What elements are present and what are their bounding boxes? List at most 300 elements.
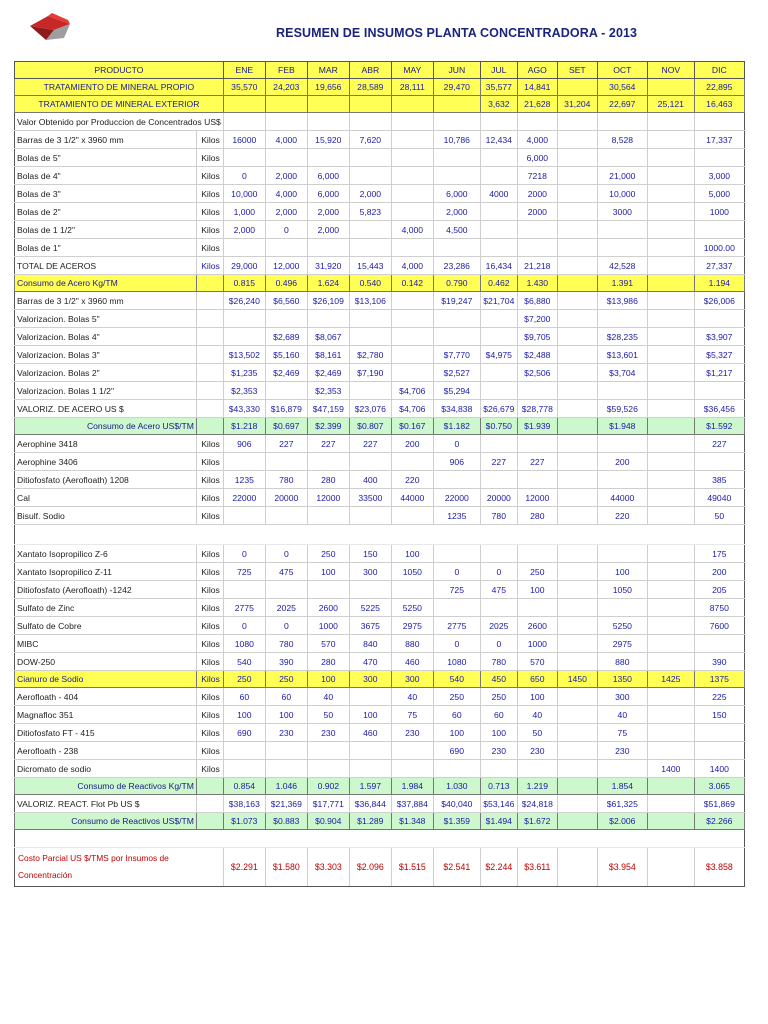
row-unit: Kilos	[196, 563, 223, 581]
value-cell: 12,434	[480, 131, 517, 149]
value-cell: 570	[517, 653, 557, 671]
value-cell: $3.303	[307, 848, 349, 887]
row-label: Bolas de 1"	[15, 239, 197, 257]
value-cell: 1350	[597, 671, 647, 688]
row-label: Barras de 3 1/2" x 3960 mm	[15, 292, 197, 310]
row-unit: Kilos	[196, 545, 223, 563]
row-label: Aerophine 3406	[15, 453, 197, 471]
value-cell: 200	[597, 453, 647, 471]
value-cell	[265, 760, 307, 778]
value-cell: 15,443	[349, 257, 391, 275]
row-unit	[196, 795, 223, 813]
value-cell: 250	[517, 563, 557, 581]
value-cell: $1.592	[694, 418, 744, 435]
value-cell: 1425	[647, 671, 694, 688]
value-cell: 1400	[647, 760, 694, 778]
value-cell	[349, 382, 391, 400]
value-cell: 280	[307, 471, 349, 489]
value-cell	[647, 795, 694, 813]
value-cell: 16000	[223, 131, 265, 149]
value-cell: 227	[480, 453, 517, 471]
table-row	[15, 292, 745, 310]
value-cell	[307, 760, 349, 778]
value-cell: $5,294	[433, 382, 480, 400]
value-cell: $1.580	[265, 848, 307, 887]
value-cell	[647, 292, 694, 310]
value-cell: $51,869	[694, 795, 744, 813]
value-cell: $38,163	[223, 795, 265, 813]
value-cell: 280	[517, 507, 557, 525]
value-cell	[349, 453, 391, 471]
table-row	[15, 471, 745, 489]
value-cell: $1,235	[223, 364, 265, 382]
value-cell: 28,111	[391, 79, 433, 96]
table-row	[15, 671, 745, 688]
value-cell	[557, 778, 597, 795]
value-cell	[694, 742, 744, 760]
value-cell: 840	[349, 635, 391, 653]
value-cell	[391, 581, 433, 599]
value-cell	[597, 221, 647, 239]
value-cell: 230	[391, 724, 433, 742]
value-cell	[307, 830, 349, 848]
value-cell	[223, 760, 265, 778]
value-cell	[433, 328, 480, 346]
header-month: ENE	[223, 62, 265, 79]
value-cell: $59,526	[597, 400, 647, 418]
value-cell	[647, 221, 694, 239]
value-cell	[517, 545, 557, 563]
value-cell	[694, 113, 744, 131]
value-cell	[597, 760, 647, 778]
row-unit	[196, 400, 223, 418]
value-cell	[391, 113, 433, 131]
value-cell: 35,570	[223, 79, 265, 96]
row-unit: Kilos	[196, 489, 223, 507]
value-cell	[647, 635, 694, 653]
header-month: SET	[557, 62, 597, 79]
value-cell: $13,106	[349, 292, 391, 310]
value-cell: 1000	[517, 635, 557, 653]
value-cell	[557, 813, 597, 830]
value-cell	[349, 221, 391, 239]
value-cell	[480, 760, 517, 778]
value-cell	[307, 453, 349, 471]
value-cell	[557, 471, 597, 489]
value-cell	[265, 742, 307, 760]
value-cell	[433, 471, 480, 489]
table-row	[15, 257, 745, 275]
value-cell: $2.541	[433, 848, 480, 887]
value-cell	[223, 453, 265, 471]
row-label: TRATAMIENTO DE MINERAL PROPIO	[15, 79, 224, 96]
value-cell: 2600	[307, 599, 349, 617]
value-cell	[647, 599, 694, 617]
value-cell: $4,706	[391, 400, 433, 418]
value-cell: 280	[307, 653, 349, 671]
value-cell: 0	[433, 563, 480, 581]
value-cell: 12,000	[265, 257, 307, 275]
row-label: Costo Parcial US $/TMS por Insumos de Concentración	[15, 848, 224, 887]
value-cell: 5225	[349, 599, 391, 617]
value-cell: 4,000	[265, 131, 307, 149]
value-cell: $8,161	[307, 346, 349, 364]
row-unit: Kilos	[196, 185, 223, 203]
value-cell	[391, 507, 433, 525]
value-cell: 5,000	[694, 185, 744, 203]
table-row	[15, 760, 745, 778]
value-cell	[647, 848, 694, 887]
value-cell	[557, 382, 597, 400]
row-label: Cianuro de Sodio	[15, 671, 197, 688]
table-row	[15, 79, 745, 96]
value-cell: 200	[391, 435, 433, 453]
row-unit: Kilos	[196, 131, 223, 149]
value-cell: 1.624	[307, 275, 349, 292]
value-cell: 2,000	[265, 203, 307, 221]
value-cell	[349, 167, 391, 185]
row-label: Ditiofosfato (Aerofloath) 1208	[15, 471, 197, 489]
value-cell	[557, 635, 597, 653]
value-cell: 22,697	[597, 96, 647, 113]
value-cell	[349, 507, 391, 525]
value-cell: 227	[517, 453, 557, 471]
value-cell: $2,506	[517, 364, 557, 382]
value-cell	[557, 346, 597, 364]
table-row	[15, 563, 745, 581]
row-unit	[196, 292, 223, 310]
value-cell: 250	[223, 671, 265, 688]
row-unit	[196, 778, 223, 795]
table-row	[15, 688, 745, 706]
row-label: Valorizacion. Bolas 3"	[15, 346, 197, 364]
value-cell: $4,975	[480, 346, 517, 364]
value-cell	[557, 275, 597, 292]
value-cell: $13,986	[597, 292, 647, 310]
value-cell	[557, 653, 597, 671]
value-cell	[517, 435, 557, 453]
value-cell: $0.904	[307, 813, 349, 830]
value-cell	[597, 525, 647, 545]
value-cell: $3,907	[694, 328, 744, 346]
value-cell: $2.096	[349, 848, 391, 887]
value-cell: 0	[433, 435, 480, 453]
value-cell: 300	[597, 688, 647, 706]
row-unit	[196, 328, 223, 346]
value-cell: 230	[480, 742, 517, 760]
value-cell	[557, 221, 597, 239]
value-cell: $2,353	[223, 382, 265, 400]
value-cell: 1050	[391, 563, 433, 581]
value-cell: 4,500	[433, 221, 480, 239]
value-cell: 175	[694, 545, 744, 563]
value-cell	[557, 239, 597, 257]
value-cell	[480, 525, 517, 545]
value-cell: 2000	[517, 185, 557, 203]
value-cell	[223, 113, 265, 131]
value-cell: $24,818	[517, 795, 557, 813]
row-label: VALORIZ. DE ACERO US $	[15, 400, 197, 418]
value-cell: $2.266	[694, 813, 744, 830]
value-cell	[391, 830, 433, 848]
value-cell	[557, 131, 597, 149]
value-cell	[391, 185, 433, 203]
value-cell	[557, 688, 597, 706]
value-cell: 50	[694, 507, 744, 525]
value-cell: 50	[517, 724, 557, 742]
value-cell: 475	[265, 563, 307, 581]
value-cell	[597, 239, 647, 257]
value-cell	[391, 328, 433, 346]
row-unit	[196, 813, 223, 830]
value-cell: 20000	[480, 489, 517, 507]
value-cell	[647, 382, 694, 400]
value-cell: 2775	[223, 599, 265, 617]
value-cell: 33500	[349, 489, 391, 507]
value-cell: 6,000	[307, 167, 349, 185]
value-cell: 60	[480, 706, 517, 724]
value-cell	[480, 471, 517, 489]
row-label: VALORIZ. REACT. Flot Pb US $	[15, 795, 197, 813]
value-cell	[433, 239, 480, 257]
value-cell: 100	[307, 563, 349, 581]
value-cell	[647, 113, 694, 131]
value-cell: $0.883	[265, 813, 307, 830]
value-cell: 225	[694, 688, 744, 706]
value-cell	[349, 239, 391, 257]
row-unit: Kilos	[196, 671, 223, 688]
value-cell	[223, 830, 265, 848]
value-cell: $0.750	[480, 418, 517, 435]
value-cell: $6,880	[517, 292, 557, 310]
table-row	[15, 418, 745, 435]
value-cell: 906	[433, 453, 480, 471]
value-cell	[647, 418, 694, 435]
value-cell: $7,770	[433, 346, 480, 364]
value-cell: 8,528	[597, 131, 647, 149]
value-cell	[517, 239, 557, 257]
value-cell: 0	[265, 545, 307, 563]
value-cell: $61,325	[597, 795, 647, 813]
value-cell: $16,879	[265, 400, 307, 418]
table-row	[15, 149, 745, 167]
value-cell: 7,620	[349, 131, 391, 149]
value-cell: $2,469	[307, 364, 349, 382]
value-cell	[480, 203, 517, 221]
row-unit: Kilos	[196, 599, 223, 617]
value-cell	[647, 471, 694, 489]
value-cell: $34,838	[433, 400, 480, 418]
value-cell	[597, 382, 647, 400]
value-cell: $3.611	[517, 848, 557, 887]
value-cell	[391, 346, 433, 364]
value-cell	[647, 203, 694, 221]
value-cell: $2.244	[480, 848, 517, 887]
table-row	[15, 617, 745, 635]
value-cell: 390	[694, 653, 744, 671]
value-cell	[557, 760, 597, 778]
value-cell: $40,040	[433, 795, 480, 813]
value-cell: 1000.00	[694, 239, 744, 257]
value-cell	[647, 706, 694, 724]
value-cell: 0	[223, 167, 265, 185]
value-cell: 385	[694, 471, 744, 489]
value-cell: $2,488	[517, 346, 557, 364]
value-cell: 650	[517, 671, 557, 688]
value-cell: 2775	[433, 617, 480, 635]
row-unit: Kilos	[196, 688, 223, 706]
value-cell	[647, 275, 694, 292]
value-cell: 35,577	[480, 79, 517, 96]
value-cell: $1.182	[433, 418, 480, 435]
value-cell	[307, 113, 349, 131]
value-cell: 0	[223, 617, 265, 635]
value-cell: 3,000	[694, 167, 744, 185]
value-cell: 3,632	[480, 96, 517, 113]
value-cell: 7600	[694, 617, 744, 635]
value-cell	[647, 813, 694, 830]
row-label: Xantato Isopropilico Z-6	[15, 545, 197, 563]
value-cell	[647, 328, 694, 346]
value-cell: 205	[694, 581, 744, 599]
row-label: Bolas de 5"	[15, 149, 197, 167]
value-cell: 4,000	[391, 221, 433, 239]
value-cell: 227	[694, 435, 744, 453]
value-cell	[265, 525, 307, 545]
row-label: Barras de 3 1/2" x 3960 mm	[15, 131, 197, 149]
value-cell: 227	[307, 435, 349, 453]
value-cell: 100	[517, 581, 557, 599]
value-cell: 250	[265, 671, 307, 688]
value-cell: 450	[480, 671, 517, 688]
value-cell: 230	[517, 742, 557, 760]
value-cell: 17,337	[694, 131, 744, 149]
value-cell: 1000	[694, 203, 744, 221]
value-cell: $23,076	[349, 400, 391, 418]
value-cell: $13,502	[223, 346, 265, 364]
value-cell	[694, 525, 744, 545]
value-cell: 1.391	[597, 275, 647, 292]
value-cell: 30,564	[597, 79, 647, 96]
value-cell: 690	[223, 724, 265, 742]
row-unit	[196, 310, 223, 328]
value-cell	[265, 507, 307, 525]
value-cell: 1,000	[223, 203, 265, 221]
value-cell: 6,000	[517, 149, 557, 167]
value-cell: 1080	[223, 635, 265, 653]
value-cell	[517, 113, 557, 131]
value-cell: 880	[597, 653, 647, 671]
value-cell: 4,000	[517, 131, 557, 149]
table-row	[15, 507, 745, 525]
value-cell: 24,203	[265, 79, 307, 96]
value-cell	[647, 79, 694, 96]
value-cell	[647, 167, 694, 185]
value-cell: 31,204	[557, 96, 597, 113]
value-cell	[647, 724, 694, 742]
header-month: JUN	[433, 62, 480, 79]
value-cell	[557, 185, 597, 203]
value-cell	[349, 96, 391, 113]
value-cell: $1.494	[480, 813, 517, 830]
value-cell: 570	[307, 635, 349, 653]
value-cell	[480, 545, 517, 563]
value-cell	[480, 167, 517, 185]
value-cell: 0.540	[349, 275, 391, 292]
value-cell: 1080	[433, 653, 480, 671]
value-cell: 60	[433, 706, 480, 724]
value-cell	[349, 113, 391, 131]
value-cell: 1.030	[433, 778, 480, 795]
value-cell	[557, 617, 597, 635]
value-cell: 75	[391, 706, 433, 724]
value-cell: 100	[265, 706, 307, 724]
value-cell: 0	[223, 545, 265, 563]
value-cell: 250	[480, 688, 517, 706]
value-cell: 0	[480, 563, 517, 581]
value-cell	[557, 79, 597, 96]
value-cell: 780	[480, 507, 517, 525]
value-cell: $1.348	[391, 813, 433, 830]
value-cell	[557, 418, 597, 435]
table-row	[15, 453, 745, 471]
value-cell	[647, 239, 694, 257]
value-cell	[433, 545, 480, 563]
value-cell: 31,920	[307, 257, 349, 275]
value-cell: $36,456	[694, 400, 744, 418]
value-cell	[480, 830, 517, 848]
table-row	[15, 525, 745, 545]
value-cell	[223, 328, 265, 346]
value-cell: 230	[597, 742, 647, 760]
value-cell	[307, 581, 349, 599]
value-cell: 100	[223, 706, 265, 724]
row-unit: Kilos	[196, 507, 223, 525]
value-cell: 2,000	[307, 221, 349, 239]
row-label: Bolas de 1 1/2"	[15, 221, 197, 239]
value-cell: 1235	[433, 507, 480, 525]
table-row	[15, 364, 745, 382]
value-cell	[480, 435, 517, 453]
value-cell: $1.948	[597, 418, 647, 435]
table-row	[15, 581, 745, 599]
value-cell: 227	[265, 435, 307, 453]
row-unit	[196, 525, 223, 545]
row-unit: Kilos	[196, 617, 223, 635]
value-cell	[647, 617, 694, 635]
value-cell: 29,000	[223, 257, 265, 275]
row-label: Aerophine 3418	[15, 435, 197, 453]
value-cell: 780	[265, 471, 307, 489]
value-cell: $0.807	[349, 418, 391, 435]
value-cell: 2025	[480, 617, 517, 635]
value-cell: 2,000	[223, 221, 265, 239]
value-cell	[647, 545, 694, 563]
value-cell: 2000	[517, 203, 557, 221]
value-cell	[223, 507, 265, 525]
value-cell	[480, 149, 517, 167]
value-cell: 200	[694, 563, 744, 581]
value-cell	[597, 471, 647, 489]
value-cell	[433, 96, 480, 113]
row-unit: Kilos	[196, 724, 223, 742]
value-cell: 4,000	[391, 257, 433, 275]
value-cell	[647, 185, 694, 203]
value-cell: $21,369	[265, 795, 307, 813]
value-cell: $7,190	[349, 364, 391, 382]
value-cell	[694, 221, 744, 239]
value-cell: $3,704	[597, 364, 647, 382]
